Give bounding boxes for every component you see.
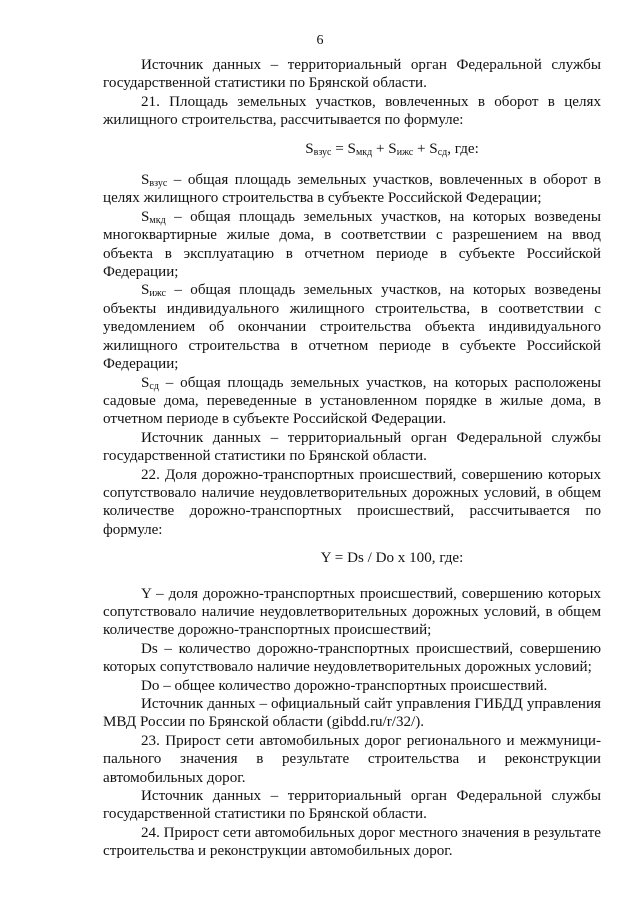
formula-land-area: $S_{взус} = S_{мкд} + S_{ижс} + S_{сд}$, где: xyxy=(305,140,479,158)
paragraph-source-4: Источник данных – территориальный орган Федеральной службы государственной статистики по Брянской области. xyxy=(103,788,601,823)
paragraph-source-3: Источник данных – официальный сайт управления ГИБДД управления МВД России по Брянской области (gibdd.ru/r/32/). xyxy=(103,696,601,731)
definition-do: Do – общее количество дорожно-транспортных происшествий. xyxy=(141,677,548,694)
formula-accident-share: Y = Ds / Do x 100, где: xyxy=(320,550,464,567)
definition-s-vzus: $S_{взус}$ – общая площадь земельных участков, вовлеченных в оборот в целях жилищного строительства в субъекте Российской Федерации; xyxy=(103,172,601,207)
definition-s-mkd: $S_{мкд}$ – общая площадь земельных участков, на которых возведены многоквартирные жилые дома, в соответствии с разрешением на ввод объекта в эксплуатацию в отчетном периоде в субъекте Российской Федерации; xyxy=(103,208,601,281)
paragraph-item-22: 22. Доля дорожно-транспортных происшествий, совершению которых сопутствовало наличие неудовлетворительных дорожных условий, в общем количестве дорожно-транспортных происшествий, рассчитывается по формуле: xyxy=(103,466,601,538)
definition-s-sd: $S_{сд}$ – общая площадь земельных участков, на которых расположены садовые дома, переведенные в установленном порядке в жилые дома, в отчетном периоде в субъекте Российской Федерации. xyxy=(103,374,601,428)
paragraph-source-2: Источник данных – территориальный орган Федеральной службы государственной статистики по Брянской области. xyxy=(103,429,601,465)
paragraph-item-23: 23. Прирост сети автомобильных дорог регионального и межмуници-пального значения в результате строительства и реконструкции автомобильных дорог. xyxy=(103,732,601,786)
paragraph-item-21: 21. Площадь земельных участков, вовлеченных в оборот в целях жилищного строительства, рассчитывается по формуле: xyxy=(103,93,601,129)
page-number: 6 xyxy=(316,33,324,48)
paragraph-source-1: Источник данных – территориальный орган Федеральной службы государственной статистики по Брянской области. xyxy=(103,57,601,92)
definition-ds: Ds – количество дорожно-транспортных происшествий, совершению которых сопутствовало наличие неудовлетворительных дорожных условий; xyxy=(103,640,601,676)
document-body xyxy=(103,56,601,861)
definition-s-izhs: $S_{ижс}$ – общая площадь земельных участков, на которых возведены объекты индивидуального жилищного строительства, в соответствии с уведомлением об окончании строительства объекта индивидуального жилищного строительства в отчетном периоде в субъекте Российской Федерации; xyxy=(103,282,601,373)
definition-y: Y – доля дорожно-транспортных происшествий, совершению которых сопутствовало наличие неудовлетворительных дорожных условий, в общем количестве дорожно-транспортных происшествий; xyxy=(103,585,601,639)
paragraph-item-24: 24. Прирост сети автомобильных дорог местного значения в результате строительства и реконструкции автомобильных дорог. xyxy=(103,824,601,860)
